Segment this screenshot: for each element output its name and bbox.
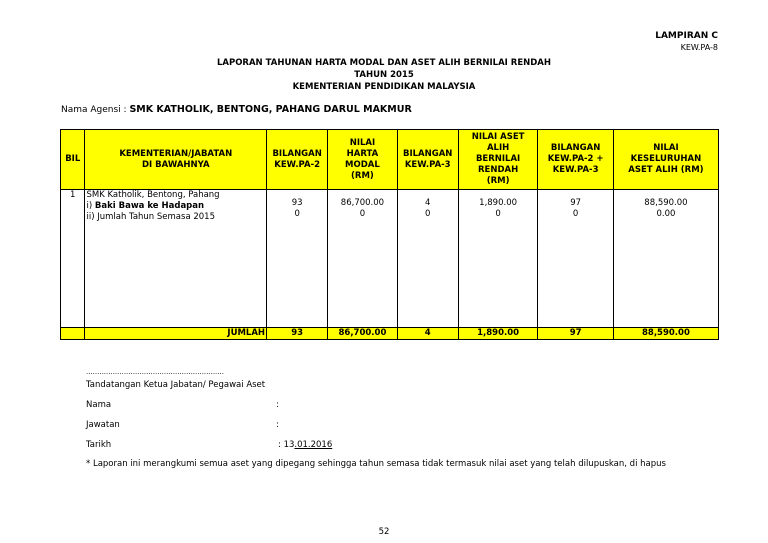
jawatan-colon: : (276, 420, 279, 430)
row-bil: 1 (61, 190, 85, 328)
tarikh-label: Tarikh (86, 440, 112, 450)
table-header-row (61, 130, 719, 190)
agency-label: Nama Agensi : (61, 105, 127, 115)
row-bil-pa2: 93 0 (267, 190, 328, 328)
header-nilai-keseluruhan: NILAI KESELURUHAN ASET ALIH (RM) (613, 130, 718, 190)
total-nilai-harta: 86,700.00 (328, 328, 397, 340)
table-row (61, 190, 719, 328)
total-bil-pa2: 93 (267, 328, 328, 340)
header-bilangan-pa2: BILANGAN KEW.PA-2 (267, 130, 328, 190)
signature-dotted-line: .............................................................. (86, 368, 224, 376)
header-nilai-aset-alih: NILAI ASET ALIH BERNILAI RENDAH (RM) (458, 130, 538, 190)
agency-line (61, 104, 412, 115)
total-bil-empty (61, 328, 85, 340)
nama-colon: : (276, 400, 279, 410)
total-bil-pa3: 4 (397, 328, 458, 340)
row-nilai-harta: 86,700.00 0 (328, 190, 397, 328)
total-bil-total: 97 (538, 328, 613, 340)
header-nilai-harta-modal: NILAI HARTA MODAL (RM) (328, 130, 397, 190)
agency-name: SMK KATHOLIK, BENTONG, PAHANG DARUL MAKMUR (129, 104, 412, 115)
ministry-name: KEMENTERIAN PENDIDIKAN MALAYSIA (292, 82, 476, 92)
tarikh-value: : 13.01.2016 (278, 440, 333, 450)
total-label: JUMLAH (85, 328, 267, 340)
header-bilangan-total: BILANGAN KEW.PA-2 + KEW.PA-3 (538, 130, 613, 190)
form-code: KEW.PA-8 (680, 43, 718, 52)
lampiran-label: LAMPIRAN C (655, 31, 718, 41)
header-bilangan-pa3: BILANGAN KEW.PA-3 (397, 130, 458, 190)
total-nilai-keseluruhan: 88,590.00 (613, 328, 718, 340)
row-item-2: ii) Jumlah Tahun Semasa 2015 (86, 212, 215, 222)
total-row (61, 328, 719, 340)
footnote: * Laporan ini merangkumi semua aset yang dipegang sehingga tahun semasa tidak termasuk nilai aset yang telah dilupuskan, di hapus (86, 459, 666, 469)
report-title: LAPORAN TAHUNAN HARTA MODAL DAN ASET ALIH BERNILAI RENDAH (216, 58, 551, 68)
signature-caption: Tandatangan Ketua Jabatan/ Pegawai Aset (86, 380, 266, 390)
page-number: 52 (378, 527, 390, 537)
total-nilai-aset: 1,890.00 (458, 328, 538, 340)
report-year: TAHUN 2015 (354, 70, 414, 80)
row-bil-total: 97 0 (538, 190, 613, 328)
nama-label: Nama (86, 400, 112, 410)
header-bil: BIL (61, 130, 85, 190)
row-entity: SMK Katholik, Bentong, Pahang (86, 190, 220, 200)
header-kementerian: KEMENTERIAN/JABATAN DI BAWAHNYA (85, 130, 267, 190)
row-description (85, 190, 267, 328)
row-nilai-total: 88,590.00 0.00 (613, 190, 718, 328)
row-item-1: i) Baki Bawa ke Hadapan (86, 201, 205, 211)
asset-report-table (60, 129, 719, 340)
jawatan-label: Jawatan (86, 420, 120, 430)
row-nilai-aset: 1,890.00 0 (458, 190, 538, 328)
row-bil-pa3: 4 0 (397, 190, 458, 328)
